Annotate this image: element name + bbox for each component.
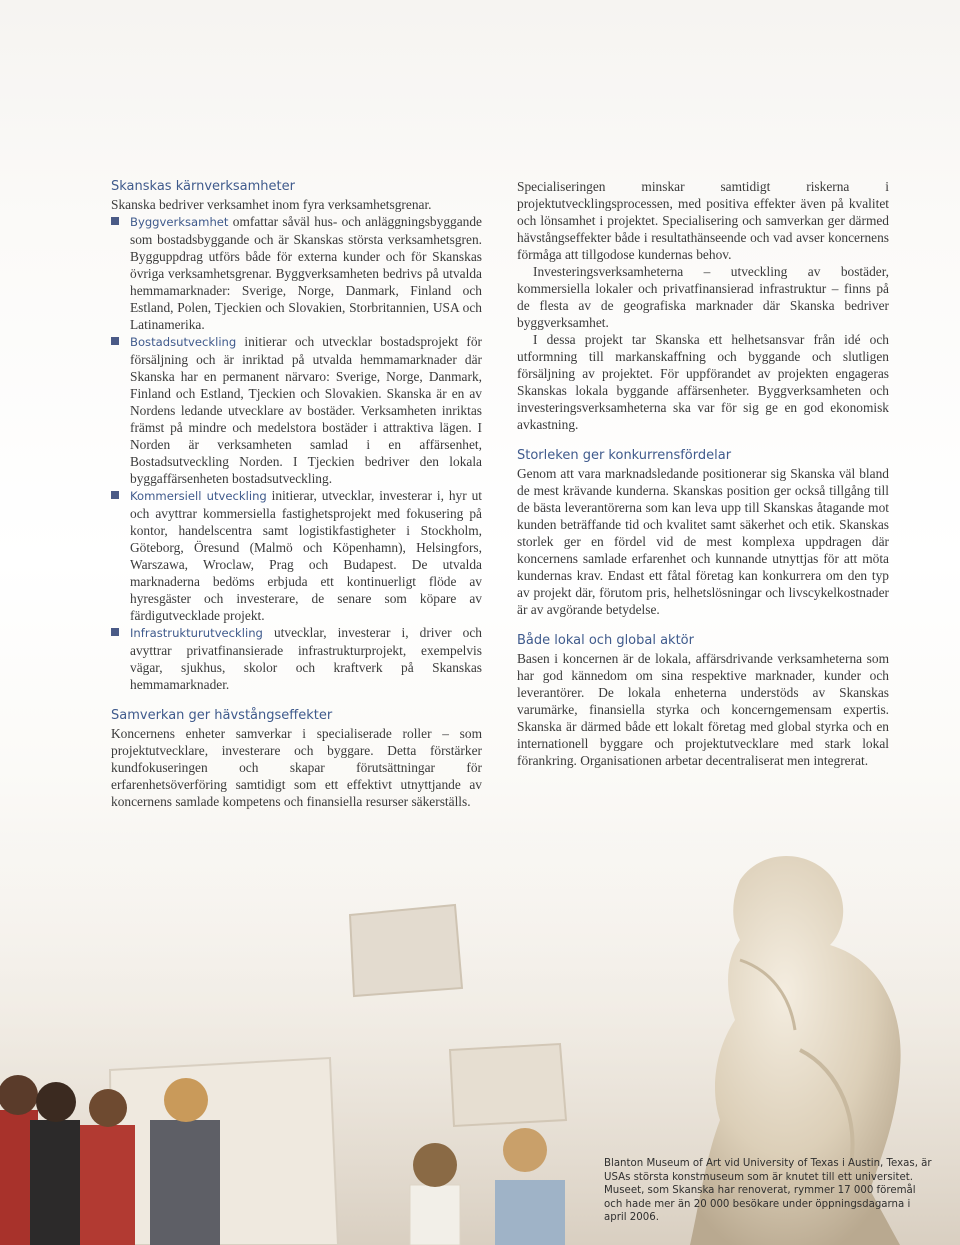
bullet-term: Byggverksamhet [130,215,229,229]
bullet-term: Bostadsutveckling [130,335,237,349]
section-heading-karnverksamheter: Skanskas kärnverksamheter [111,179,295,194]
right-column [517,178,889,769]
paragraph-specialisering: Specialiseringen minskar samtidigt riskerna i projektutvecklingsprocessen, med positiva effekter även på kvalitet och lönsamhet i projektet. Specialisering och samverkan ger därmed hävstångseffekter både i resultathänseende och vad avser koncernens förmåga att tillgodose kundernas behov. [517,179,889,262]
bullet-kommersiell-utveckling [111,487,482,624]
framed-artwork [110,1058,338,1245]
bullet-square-icon [111,628,119,636]
section-heading-lokal-global: Både lokal och global aktör [517,633,694,648]
bullet-square-icon [111,337,119,345]
bullet-term: Kommersiell utveckling [130,489,267,503]
bullet-square-icon [111,217,119,225]
photo-caption: Blanton Museum of Art vid University of Texas i Austin, Texas, är USAs största konstmuseum som är knutet till ett universitet. Museet, som Skanska har renoverat, rymmer 17 000 föremål och hade mer än 20 000 besökare under öppningsdagarna i april 2006. [604,1158,932,1223]
bullet-text: initierar och utvecklar bostadsprojekt för försäljning och är inriktad på utvalda hemmamarknader där Skanska har en permanent närvaro: Sverige, Norge, Danmark, Finland och Estland, Tjeckien och Slovakien. Skanska är en av Nordens ledande utvecklare av bostäder. Verksamheten inriktas främst på mindre och medelstora bostäder i attraktiva lägen. I Norden är verksamheten samlad i en affärsenhet, Bostadsutveckling Norden. I Tjeckien bedriver den lokala byggaffärsenheten bostadsutveckling. [130,334,482,486]
bullet-text: initierar, utvecklar, investerar i, hyr ut och avyttrar kommersiella fastighetsprojekt med fokusering på kontor, handelscentra samt logistikfastigheter i Stockholm, Göteborg, Öresund (Malmö och Köpenhamn), Helsingfors, Warszawa, Wroclaw, Prag och Budapest. De utvalda marknaderna bedöms erbjuda ett kontinuerligt flöde av hyresgäster och investerare, de senare som köpare av färdigutvecklade projekt. [130,488,483,623]
section-text-samverkan: Koncernens enheter samverkar i specialiserade roller – som projektutvecklare, investerare och byggare. Detta förstärker kundfokuseringen och skapar förutsättningar för erfarenhetsöverföring samtidigt som ett effektivt utnyttjande av koncernens samlade kompetens och finansiella resurser säkerställs. [111,726,482,809]
bullet-term: Infrastrukturutveckling [130,626,263,640]
section-text-lokal-global: Basen i koncernen är de lokala, affärsdrivande verksamheterna som har god kännedom om sina respektive marknader, kunder och leverantörer. De lokala enheterna understöds av Skanskas varumärke, finansiella styrka och koncerngemensam expertis. Skanska är därmed både ett lokalt företag med global styrka och en internationell byggare och projektutvecklare med stark lokal förankring. Organisationen arbetar decentraliserat men integrerat. [517,651,889,768]
left-column [111,178,482,810]
bullet-byggverksamhet [111,213,482,333]
bullet-text: utvecklar, investerar i, driver och avyttrar privatfinansierade infrastrukturprojekt, exempelvis vägar, sjukhus, skolor och kraftverk på Skanskas hemmamarknader. [130,625,482,692]
bullet-bostadsutveckling [111,333,482,487]
section-heading-samverkan: Samverkan ger hävstångseffekter [111,708,333,723]
section-intro: Skanska bedriver verksamhet inom fyra verksamhetsgrenar. [111,197,432,212]
relief-panel-2 [450,1044,566,1126]
relief-panel [350,905,462,996]
bullet-infrastrukturutveckling [111,624,482,693]
section-heading-storleken: Storleken ger konkurrensfördelar [517,448,732,463]
bullet-text: omfattar såväl hus- och anläggningsbyggande som bostadsbyggande och är Skanskas största verksamhetsgren. Bygguppdrag utförs både för externa kunder och för Skanskas övriga verksamhetsgrenar. Byggverksamheten bedrivs på utvalda hemmamarknader: Sverige, Norge, Danmark, Finland och Estland, Polen, Tjeckien och Slovakien, Storbritannien, USA och Latinamerika. [130,214,482,332]
bullet-square-icon [111,491,119,499]
paragraph-helhetsansvar: I dessa projekt tar Skanska ett helhetsansvar från idé och utformning till markanskaffning och byggande och slutligen försäljning av projektet. För uppförandet av projekten engageras Skanskas lokala byggande affärsenheter. Byggverksamheten och investeringsverksamheterna ska var för sig ge en god ekonomisk avkastning. [517,332,889,432]
paragraph-investeringsverksamheterna: Investeringsverksamheterna – utveckling av bostäder, kommersiella lokaler och privatfinansierad infrastruktur – finns på de flesta av de geografiska marknader där Skanska bedriver byggverksamhet. [517,264,889,330]
section-text-storleken: Genom att vara marknadsledande positionerar sig Skanska väl bland de mest krävande kunderna. Skanskas position ger också tillgång till de bästa leverantörerna som kan leva upp till Skanskas åtagande mot kunden beträffande tid och kvalitet samt säkerhet och etik. Skanskas storlek ger en fördel vid de mest komplexa uppdragen där koncernens samlade erfarenhet och kunnande utnyttjas för att möta kundernas krav. Endast ett fåtal företag kan konkurrera om den typ av projekt där, förutom pris, helhetslösningar och livscykelkostnader är av avgörande betydelse. [517,466,889,617]
